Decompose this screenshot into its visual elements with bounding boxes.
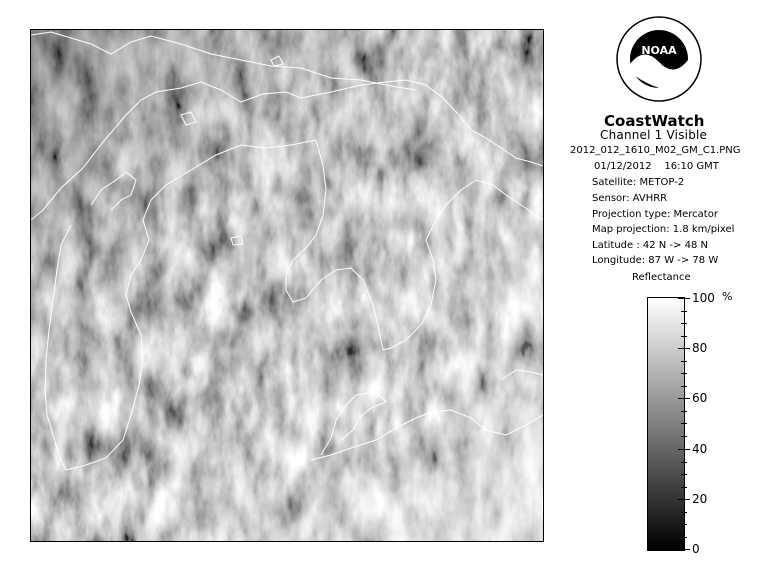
colorbar-tick-label: 40 [692, 442, 708, 456]
colorbar-minor-tick [681, 361, 687, 362]
noaa-logo-text: NOAA [641, 44, 677, 57]
date-value: 01/12/2012 [594, 161, 652, 172]
colorbar-tick-label: 100 [692, 291, 715, 305]
colorbar-tick [678, 298, 690, 299]
reflectance-colorbar [647, 297, 685, 551]
date-time [594, 161, 719, 173]
colorbar-minor-tick [681, 436, 687, 437]
time-value: 16:10 GMT [664, 161, 719, 172]
colorbar-tick [678, 499, 690, 500]
colorbar-minor-tick [681, 311, 687, 312]
longitude-range: Longitude: 87 W -> 78 W [592, 255, 719, 266]
colorbar-minor-tick [681, 474, 687, 475]
colorbar-minor-tick [681, 512, 687, 513]
colorbar-minor-tick [681, 323, 687, 324]
colorbar-minor-tick [681, 386, 687, 387]
satellite-image [31, 30, 543, 541]
colorbar-tick-label: 80 [692, 341, 708, 355]
sensor-info: Sensor: AVHRR [592, 193, 668, 204]
cloud-brightness-overlay [31, 30, 543, 541]
colorbar-minor-tick [681, 423, 687, 424]
brand-title: CoastWatch [604, 112, 705, 130]
colorbar-tick-label: 20 [692, 492, 708, 506]
legend-unit: % [722, 290, 733, 303]
colorbar-tick-label: 60 [692, 391, 708, 405]
colorbar-tick [678, 348, 690, 349]
colorbar-tick-label: 0 [692, 542, 700, 556]
map-projection: Map projection: 1.8 km/pixel [592, 224, 735, 235]
colorbar-minor-tick [681, 373, 687, 374]
latitude-range: Latitude : 42 N -> 48 N [592, 240, 708, 251]
colorbar-tick [678, 549, 690, 550]
noaa-logo [616, 16, 702, 102]
channel-name: Channel 1 Visible [600, 128, 708, 142]
colorbar-minor-tick [681, 537, 687, 538]
colorbar-minor-tick [681, 524, 687, 525]
satellite-map[interactable] [30, 29, 544, 542]
colorbar-minor-tick [681, 411, 687, 412]
satellite-info: Satellite: METOP-2 [592, 177, 685, 188]
colorbar-tick [678, 449, 690, 450]
colorbar-minor-tick [681, 462, 687, 463]
colorbar-minor-tick [681, 336, 687, 337]
legend-title: Reflectance [632, 272, 691, 283]
projection-type: Projection type: Mercator [592, 209, 718, 220]
colorbar-tick [678, 398, 690, 399]
colorbar-minor-tick [681, 487, 687, 488]
file-name: 2012_012_1610_M02_GM_C1.PNG [570, 145, 741, 156]
